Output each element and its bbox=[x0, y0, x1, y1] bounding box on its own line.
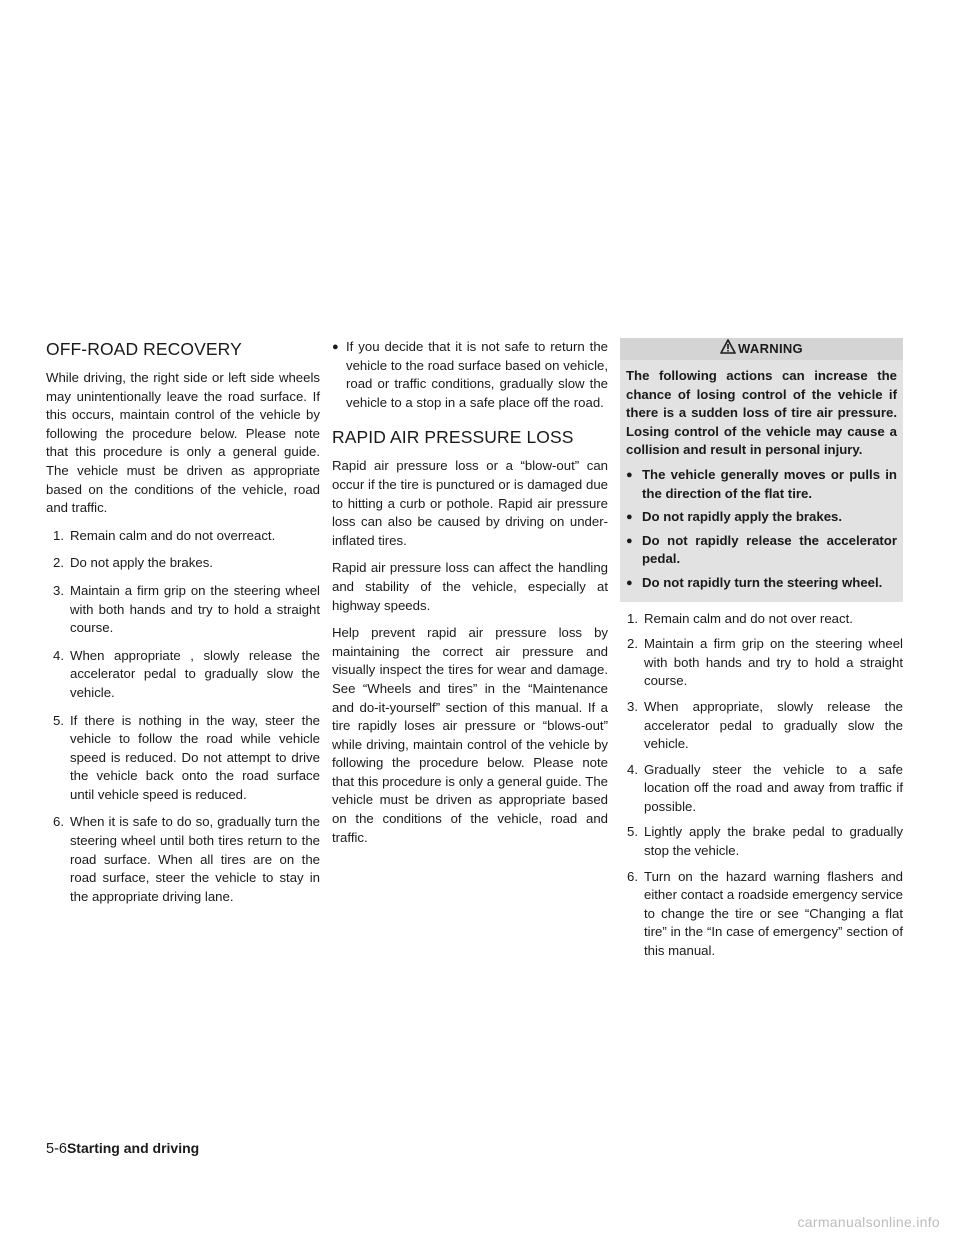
step-text: Remain calm and do not over react. bbox=[644, 610, 853, 626]
list-item bbox=[46, 712, 320, 805]
heading-rapid-air-pressure-loss: RAPID AIR PRESSURE LOSS bbox=[332, 427, 574, 448]
step-text: Lightly apply the brake pedal to gradually stop the vehicle. bbox=[644, 824, 903, 859]
list-item bbox=[626, 508, 897, 527]
step-text: Gradually steer the vehicle to a safe location off the road and away from traffic if possible. bbox=[644, 761, 903, 814]
warning-item-text: Do not rapidly apply the brakes. bbox=[642, 509, 843, 525]
step-number: 6. bbox=[53, 814, 64, 830]
intro-paragraph: While driving, the right side or left side wheels may unintentionally leave the road surface. If this occurs, maintain control of the vehicle by following the procedure below. Please note that this procedure is only a general guide. The vehicle must be driven as appropriate based on the conditions of the vehicle, road and traffic. bbox=[46, 370, 320, 516]
bullet-icon: ● bbox=[626, 576, 633, 589]
paragraph: Rapid air pressure loss or a “blow-out” can occur if the tire is punctured or is damaged due to hitting a curb or pothole. Rapid air pressure loss can also be caused by driving on under-inflated tires. bbox=[332, 458, 608, 548]
page-number: 5-6 bbox=[46, 1141, 67, 1157]
step-text: Maintain a firm grip on the steering wheel with both hands and try to hold a straight course. bbox=[644, 636, 903, 689]
page-footer bbox=[46, 1140, 199, 1157]
list-item bbox=[46, 647, 320, 703]
heading-off-road-recovery: OFF-ROAD RECOVERY bbox=[46, 339, 242, 359]
warning-header bbox=[620, 338, 903, 360]
list-item bbox=[46, 554, 320, 573]
step-number: 4. bbox=[53, 647, 64, 663]
bullet-icon: ● bbox=[626, 511, 633, 524]
bullet-icon: ● bbox=[332, 341, 339, 353]
step-number: 3. bbox=[53, 582, 64, 598]
bullet-icon: ● bbox=[626, 468, 633, 481]
list-item bbox=[626, 466, 897, 503]
column-middle bbox=[332, 338, 608, 856]
list-item bbox=[620, 761, 903, 817]
warning-item-text: Do not rapidly turn the steering wheel. bbox=[642, 574, 883, 590]
list-item bbox=[620, 868, 903, 961]
list-item bbox=[620, 635, 903, 691]
list-item bbox=[46, 813, 320, 906]
list-item bbox=[46, 527, 320, 546]
step-text: When appropriate , slowly release the accelerator pedal to gradually slow the vehicle. bbox=[70, 647, 320, 700]
air-loss-steps-list bbox=[620, 610, 903, 961]
step-text: Do not apply the brakes. bbox=[70, 555, 213, 571]
warning-item-text: The vehicle generally moves or pulls in the direction of the flat tire. bbox=[642, 466, 897, 501]
list-item bbox=[626, 532, 897, 569]
step-number: 5. bbox=[627, 824, 638, 840]
bullet-icon: ● bbox=[626, 534, 633, 547]
warning-intro: The following actions can increase the chance of losing control of the vehicle if there is a sudden loss of tire air pressure. Losing control of the vehicle may cause a collision and result in personal injury. bbox=[626, 368, 897, 458]
section-title: Starting and driving bbox=[66, 1140, 200, 1156]
list-item bbox=[46, 582, 320, 638]
step-number: 1. bbox=[627, 610, 638, 626]
list-item bbox=[626, 574, 897, 593]
step-text: When it is safe to do so, gradually turn the steering wheel until both tires return to the road surface. When all tires are on the road surface, steer the vehicle to stay in the appropriate driving lane. bbox=[70, 814, 320, 904]
warning-triangle-icon bbox=[720, 339, 738, 360]
step-text: Turn on the hazard warning flashers and either contact a roadside emergency service to change the tire or see “Changing a flat tire” in the “In case of emergency” section of this manual. bbox=[644, 868, 903, 959]
step-text: When appropriate, slowly release the accelerator pedal to gradually slow the vehicle. bbox=[644, 698, 903, 752]
step-number: 6. bbox=[627, 868, 638, 884]
list-item bbox=[620, 610, 903, 629]
list-item bbox=[620, 823, 903, 860]
paragraph: Rapid air pressure loss can affect the handling and stability of the vehicle, especially at highway speeds. bbox=[332, 560, 608, 613]
step-number: 2. bbox=[627, 636, 638, 652]
list-item bbox=[332, 338, 608, 412]
warning-item-text: Do not rapidly release the accelerator pedal. bbox=[642, 532, 897, 567]
step-text: Remain calm and do not overreact. bbox=[70, 527, 276, 543]
list-item bbox=[620, 698, 903, 754]
warning-box bbox=[620, 338, 903, 602]
step-number: 4. bbox=[627, 761, 638, 777]
warning-list bbox=[626, 466, 897, 593]
warning-title: WARNING bbox=[738, 340, 803, 356]
step-number: 5. bbox=[53, 712, 64, 728]
paragraph: Help prevent rapid air pressure loss by maintaining the correct air pressure and visually inspect the tires for wear and damage. See “Wheels and tires” in the “Maintenance and do-it-yourself” section of this manual. If a tire rapidly loses air pressure or “blows-out” while driving, maintain control of the vehicle by following the procedure below. Please note that this procedure is only a general guide. The vehicle must be driven as appropriate based on the conditions of the vehicle, road and traffic. bbox=[332, 625, 608, 845]
column-right bbox=[620, 338, 903, 968]
step-number: 2. bbox=[53, 555, 64, 571]
recovery-steps-list bbox=[46, 527, 320, 907]
continued-bullet-list bbox=[332, 338, 608, 412]
step-text: If there is nothing in the way, steer the vehicle to follow the road while vehicle speed is reduced. Do not attempt to drive the vehicle back onto the road surface until vehicle speed is reduced. bbox=[70, 712, 320, 802]
watermark: carmanualsonline.info bbox=[797, 1214, 940, 1230]
bullet-text: If you decide that it is not safe to return the vehicle to the road surface based on vehicle, road or traffic conditions, gradually slow the vehicle to a stop in a safe place off the road. bbox=[346, 339, 608, 410]
step-number: 3. bbox=[627, 698, 638, 714]
column-left bbox=[46, 338, 320, 915]
step-text: Maintain a firm grip on the steering wheel with both hands and try to hold a straight course. bbox=[70, 582, 320, 636]
step-number: 1. bbox=[53, 527, 64, 543]
